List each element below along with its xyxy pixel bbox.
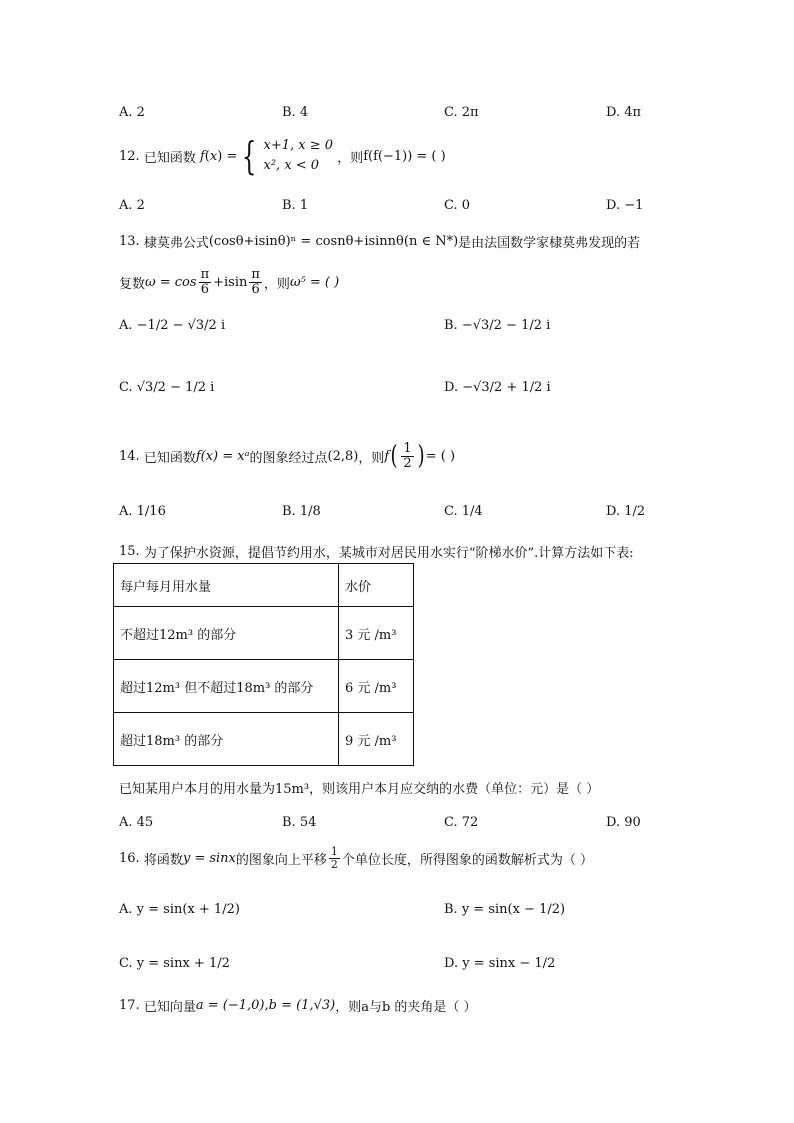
q17-vector-a: a = (−1,0) <box>195 998 265 1013</box>
q14-func: f(x) = xᵃ <box>195 448 250 464</box>
q14-ask-end: = ( ) <box>425 448 456 464</box>
q15-number: 15. <box>119 544 140 559</box>
q12-text-post: ，则 <box>337 150 364 166</box>
q16-text-mid: 的图象向上平移 <box>235 852 327 868</box>
table-cell-price: 3 元 /m³ <box>339 607 414 660</box>
q12-ask: f(f(−1)) = ( ) <box>363 148 446 164</box>
q14-text-mid: 的图象经过点 <box>249 450 328 466</box>
q14-option-d: D. 1/2 <box>606 504 646 519</box>
water-price-table <box>113 563 414 766</box>
q13-line2-pre: 复数 <box>119 276 146 292</box>
q14-option-b: B. 1/8 <box>282 504 321 519</box>
q15-intro-text: 为了保护水资源，提倡节约用水，某城市对居民用水实行“阶梯水价”.计算方法如下表: <box>143 546 634 561</box>
q14-option-a: A. 1/16 <box>119 504 166 519</box>
q13-line1-post: 是由法国数学家棣莫弗发现的若 <box>458 236 641 251</box>
q15-option-a: A. 45 <box>119 815 154 830</box>
table-cell-usage: 超过12m³ 但不超过18m³ 的部分 <box>114 660 339 713</box>
q12-text-pre: 已知函数 <box>143 150 196 166</box>
q13-condition: (n ∈ N*) <box>403 234 459 249</box>
q12-case-1: x+1, x ≥ 0 <box>263 138 334 153</box>
q13-formula: (cosθ+isinθ)ⁿ = cosnθ+isinnθ <box>208 234 404 249</box>
q16-option-a: A. y = sin(x + 1/2) <box>119 902 240 917</box>
q13-line2-post: ，则 <box>263 276 290 292</box>
q16-func: y = sinx <box>182 850 236 866</box>
q17-stem: 17. 已知向量 a = (−1,0) , b = (1,√3) ，则a与b 的夹角是（ ） <box>119 998 477 1015</box>
table-cell-usage: 不超过12m³ 的部分 <box>114 607 339 660</box>
q13-stem-line2: 复数 ω = cos $\frac{\pi}{6}$ +isin $\frac{\pi}{6}$ ，则 ω⁵ = ( ) <box>119 267 340 297</box>
q12-option-a: A. 2 <box>119 198 145 213</box>
q15-option-d: D. 90 <box>606 815 641 830</box>
q14-number: 14. <box>119 448 140 464</box>
q16-text-post: 个单位长度，所得图象的函数解析式为（ ） <box>341 852 594 868</box>
q17-text-post: ，则a与b 的夹角是（ ） <box>335 1000 477 1015</box>
brace-icon: { <box>242 134 257 179</box>
table-header-usage: 每户每月用水量 <box>114 564 339 607</box>
q11-option-d: D. 4π <box>606 105 642 120</box>
q17-text-pre: 已知向量 <box>143 1000 196 1015</box>
q12-option-c: C. 0 <box>444 198 471 213</box>
q13-option-b: B. −√3/2 − 1/2 i <box>444 318 551 333</box>
q13-number: 13. <box>119 234 140 249</box>
q13-omega-eq: ω = cos <box>145 274 197 290</box>
q17-number: 17. <box>119 998 140 1013</box>
table-row <box>114 607 414 660</box>
table-row <box>114 660 414 713</box>
q14-text-pre: 已知函数 <box>143 450 196 466</box>
q12-case-2: x², x < 0 <box>263 158 320 174</box>
q13-stem-line1 <box>119 232 640 251</box>
q13-option-a: A. −1/2 − √3/2 i <box>119 318 226 333</box>
q13-line1-pre: 棣莫弗公式 <box>143 236 209 251</box>
q15-option-c: C. 72 <box>444 815 479 830</box>
q13-option-d: D. −√3/2 + 1/2 i <box>444 380 551 395</box>
q16-option-d: D. y = sinx − 1/2 <box>444 956 556 971</box>
q15-option-b: B. 54 <box>282 815 317 830</box>
table-header-price: 水价 <box>339 564 414 607</box>
q16-text-pre: 将函数 <box>143 852 183 868</box>
q16-option-b: B. y = sin(x − 1/2) <box>444 902 566 917</box>
q16-stem: 16. 将函数 y = sinx 的图象向上平移 $\frac{1}{2}$ 个单位长度，所得图象的函数解析式为（ ） <box>119 845 594 871</box>
q14-text-post: ，则 <box>358 450 385 466</box>
q13-plus-isin: +isin <box>213 274 248 290</box>
q15-intro <box>119 542 634 561</box>
q11-option-c: C. 2π <box>444 105 479 120</box>
table-cell-price: 6 元 /m³ <box>339 660 414 713</box>
q15-question: 已知某用户本月的用水量为15m³，则该用户本月应交纳的水费（单位：元）是（ ） <box>119 782 600 797</box>
q14-option-c: C. 1/4 <box>444 504 483 519</box>
q14-point: (2,8) <box>327 448 359 464</box>
q12-option-b: B. 1 <box>282 198 309 213</box>
q14-stem: 14. 已知函数 f(x) = xᵃ 的图象经过点 (2,8) ，则 f ( $\frac{1}{2}$ ) = ( ) <box>119 441 456 472</box>
q16-option-c: C. y = sinx + 1/2 <box>119 956 230 971</box>
q13-ask: ω⁵ = ( ) <box>289 274 340 290</box>
q17-vector-b: b = (1,√3) <box>268 998 336 1013</box>
q11-option-a: A. 2 <box>119 105 145 120</box>
table-row <box>114 713 414 766</box>
table-cell-usage: 超过18m³ 的部分 <box>114 713 339 766</box>
q16-number: 16. <box>119 850 140 866</box>
q12-cases <box>264 136 334 176</box>
table-cell-price: 9 元 /m³ <box>339 713 414 766</box>
q12-stem: 12. 已知函数 f ( x ) = { x+1, x ≥ 0 x², x < 0 ，则 f(f(−1)) = ( ) <box>119 134 446 179</box>
q12-number: 12. <box>119 148 140 164</box>
q13-option-c: C. √3/2 − 1/2 i <box>119 380 215 395</box>
table-header-row <box>114 564 414 607</box>
q11-option-b: B. 4 <box>282 105 309 120</box>
q12-option-d: D. −1 <box>606 198 644 213</box>
